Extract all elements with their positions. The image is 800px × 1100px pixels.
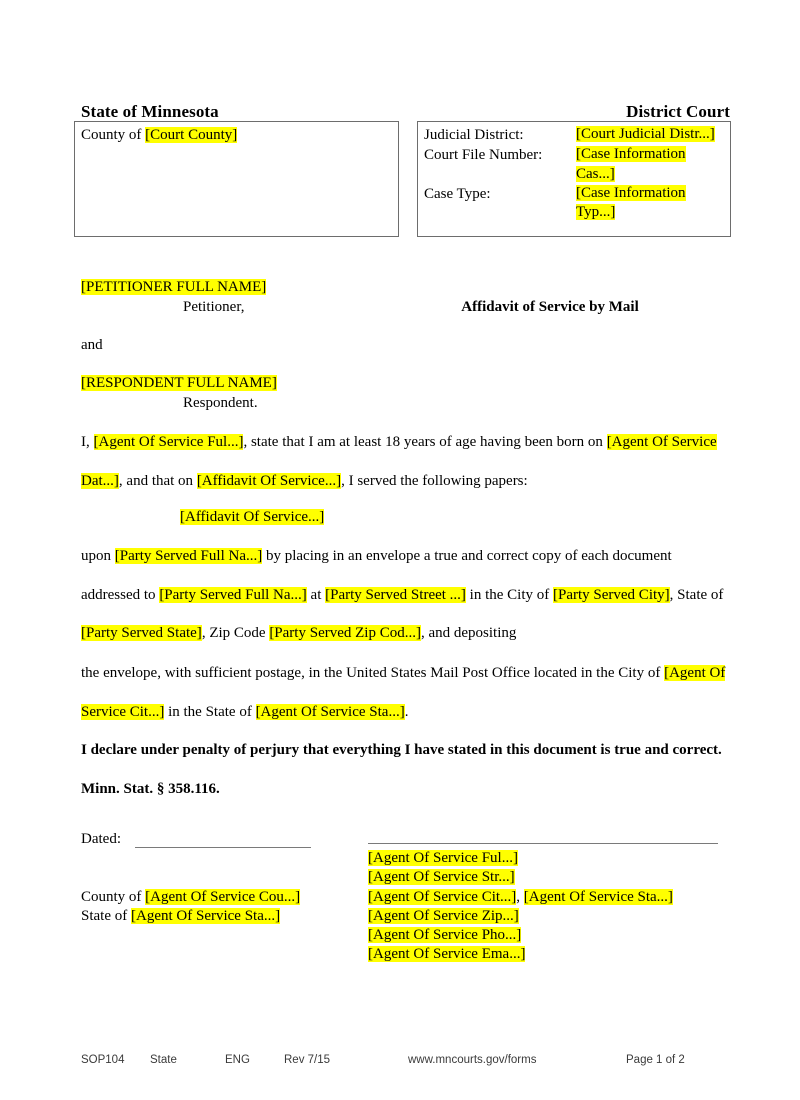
- court-file-number-label: Court File Number:: [424, 147, 543, 164]
- agent-zip-value[interactable]: [Agent Of Service Zip...]: [368, 907, 519, 924]
- footer-scope: State: [150, 1054, 177, 1066]
- para1-text-3: , and that on: [118, 472, 197, 489]
- court-file-number-value-cell: [576, 145, 726, 184]
- judicial-district-value-cell: [576, 125, 726, 145]
- para2-text-5: , State of: [669, 586, 724, 603]
- county-line: [81, 126, 237, 145]
- party-served-full-name-value[interactable]: [Party Served Full Na...]: [114, 548, 263, 564]
- signature-county-line: [81, 888, 300, 907]
- case-info-table: [424, 125, 726, 222]
- judicial-district-value[interactable]: [Court Judicial Distr...]: [576, 126, 715, 142]
- agent-city-state-line: [368, 888, 673, 907]
- case-type-value[interactable]: [Case Information Typ...]: [576, 184, 686, 221]
- affidavit-paragraph-1: [81, 423, 731, 500]
- agent-email-line: [368, 945, 673, 964]
- and-connector: and: [81, 337, 103, 353]
- dated-signature-rule[interactable]: [135, 847, 311, 848]
- footer-form-code: SOP104: [81, 1054, 125, 1066]
- agent-birth-date-value[interactable]: [Agent Of Service Dat...]: [81, 434, 717, 489]
- party-served-full-name-value-2[interactable]: [Party Served Full Na...]: [159, 586, 307, 603]
- agent-name-line: [368, 849, 673, 868]
- court-title: District Court: [626, 102, 730, 121]
- signature-state-line: [81, 907, 300, 926]
- county-label: County of: [81, 127, 146, 143]
- state-title: State of Minnesota: [81, 102, 219, 121]
- page-footer: [81, 1054, 731, 1070]
- agent-phone-line: [368, 926, 673, 945]
- footer-page-number: Page 1 of 2: [626, 1054, 685, 1066]
- agent-street-value[interactable]: [Agent Of Service Str...]: [368, 869, 515, 886]
- para2-text-6: , Zip Code: [201, 625, 270, 641]
- footer-language: ENG: [225, 1054, 250, 1066]
- petitioner-name-value[interactable]: [PETITIONER FULL NAME]: [81, 279, 267, 295]
- respondent-name-value[interactable]: [RESPONDENT FULL NAME]: [81, 375, 277, 391]
- agent-city-state-separator: ,: [516, 888, 524, 905]
- para3-text-2: in the State of: [164, 703, 256, 720]
- case-type-label: Case Type:: [424, 185, 491, 202]
- agent-contact-block: [368, 849, 673, 965]
- party-served-state-value[interactable]: [Party Served State]: [81, 625, 202, 641]
- para1-text-4: , I served the following papers:: [341, 472, 528, 489]
- agent-city-value[interactable]: [Agent Of Service Cit...]: [81, 665, 726, 720]
- respondent-name-field: [81, 375, 277, 392]
- perjury-declaration: I declare under penalty of perjury that everything I have stated in this document is true and correct. Minn. Stat. § 358.116.: [81, 742, 722, 797]
- signature-county-value[interactable]: [Agent Of Service Cou...]: [145, 889, 301, 905]
- petitioner-name-field: [81, 279, 266, 296]
- footer-revision: Rev 7/15: [284, 1054, 331, 1066]
- county-caption-box: [74, 121, 399, 237]
- affidavit-paragraph-2: [81, 537, 731, 653]
- agent-full-name-signature-value[interactable]: [Agent Of Service Ful...]: [368, 850, 518, 866]
- dated-label: Dated:: [81, 831, 121, 847]
- agent-state-value[interactable]: [Agent Of Service Sta...]: [255, 703, 405, 720]
- affidavit-paragraph-3: [81, 654, 731, 731]
- court-file-number-value[interactable]: [Case Information Cas...]: [576, 146, 686, 182]
- signature-rule[interactable]: [368, 843, 718, 844]
- para2-text-7: , and depositing: [420, 625, 517, 641]
- party-served-street-value[interactable]: [Party Served Street ...]: [325, 586, 466, 603]
- para2-text-4: in the City of: [465, 586, 553, 603]
- respondent-role-label: Respondent.: [183, 395, 258, 411]
- party-served-city-value[interactable]: [Party Served City]: [553, 586, 670, 603]
- judicial-district-label: Judicial District:: [424, 127, 524, 143]
- agent-full-name-value[interactable]: [Agent Of Service Ful...]: [93, 434, 244, 450]
- para2-text-1: upon: [81, 548, 115, 564]
- agent-street-line: [368, 868, 673, 887]
- para2-text-3: at: [306, 586, 326, 603]
- table-row: [424, 125, 726, 145]
- para1-text-1: I,: [81, 434, 94, 450]
- document-title: Affidavit of Service by Mail: [461, 299, 639, 315]
- table-row: [424, 184, 726, 223]
- notary-county-state-block: [81, 888, 300, 927]
- table-row: [424, 145, 726, 184]
- signature-county-label: County of: [81, 889, 146, 905]
- para2-text-2: by placing in an envelope a true and correct copy of each document addressed to: [81, 548, 672, 603]
- footer-website: www.mncourts.gov/forms: [408, 1054, 537, 1066]
- party-served-zip-value[interactable]: [Party Served Zip Cod...]: [269, 625, 421, 641]
- agent-city-signature-value[interactable]: [Agent Of Service Cit...]: [368, 888, 517, 905]
- service-date-value[interactable]: [Affidavit Of Service...]: [196, 472, 342, 489]
- para1-text-2: , state that I am at least 18 years of age having been born on: [243, 434, 607, 450]
- county-value[interactable]: [Court County]: [145, 127, 238, 143]
- signature-state-value[interactable]: [Agent Of Service Sta...]: [131, 908, 281, 925]
- agent-zip-line: [368, 907, 673, 926]
- agent-phone-value[interactable]: [Agent Of Service Pho...]: [368, 927, 522, 944]
- agent-email-value[interactable]: [Agent Of Service Ema...]: [368, 946, 526, 963]
- para3-text-3: .: [404, 703, 409, 720]
- agent-state-signature-value[interactable]: [Agent Of Service Sta...]: [523, 888, 673, 905]
- petitioner-role-label: Petitioner,: [183, 299, 245, 315]
- papers-served-value[interactable]: [Affidavit Of Service...]: [180, 509, 325, 525]
- signature-state-label: State of: [81, 908, 131, 925]
- case-caption-box: [417, 121, 731, 237]
- papers-served-line: [180, 508, 324, 527]
- case-type-value-cell: [576, 184, 726, 223]
- para3-text-1: the envelope, with sufficient postage, in the United States Mail Post Office located in the City of: [81, 665, 665, 681]
